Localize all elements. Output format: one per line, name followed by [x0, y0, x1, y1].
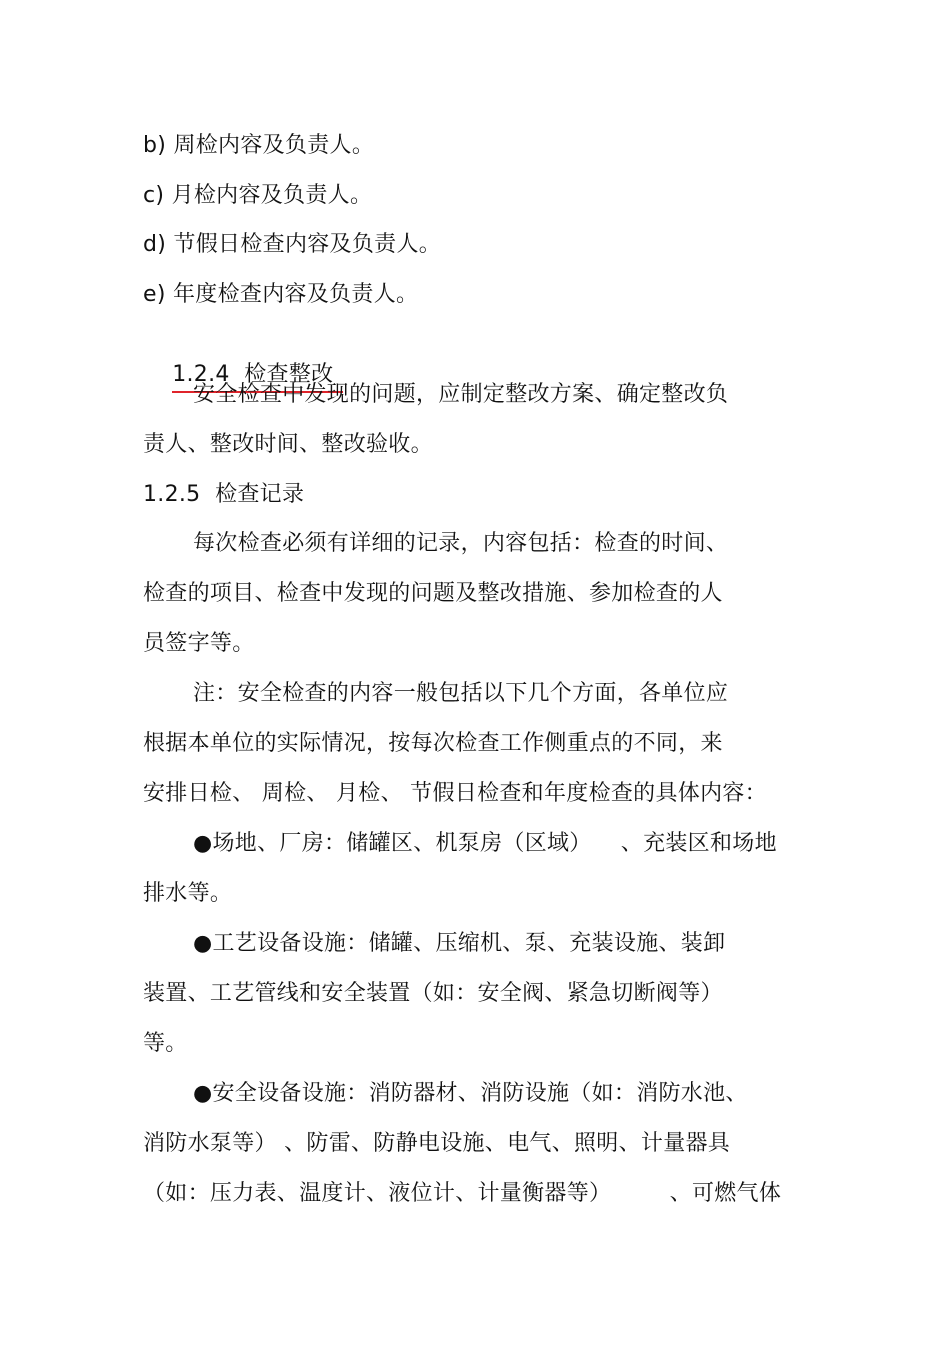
list-item-holiday: d) 节假日检查内容及负责人。	[143, 232, 442, 257]
note-line: 根据本单位的实际情况，按每次检查工作侧重点的不同，来	[143, 731, 723, 756]
bullet-process-line: ●工艺设备设施：储罐、压缩机、泵、充装设施、装卸	[193, 931, 726, 956]
paragraph-line: 员签字等。	[143, 631, 255, 656]
bullet-process-line: 装置、工艺管线和安全装置（如：安全阀、紧急切断阀等）	[143, 981, 723, 1006]
paragraph-line: 每次检查必须有详细的记录，内容包括：检查的时间、	[193, 531, 729, 556]
note-line: 安排日检、 周检、 月检、 节假日检查和年度检查的具体内容：	[143, 781, 767, 806]
paragraph-line: 安全检查中发现的问题，应制定整改方案、确定整改负	[193, 382, 729, 407]
section-heading-records: 1.2.5 检查记录	[143, 482, 305, 507]
bullet-site-line: 排水等。	[143, 881, 233, 906]
list-item-monthly: c) 月检内容及负责人。	[143, 183, 373, 208]
bullet-process-line: 等。	[143, 1031, 188, 1056]
list-item-annual: e) 年度检查内容及负责人。	[143, 282, 419, 307]
bullet-site-line: ●场地、厂房：储罐区、机泵房（区域） 、充装区和场地	[193, 831, 777, 856]
list-item-weekly: b) 周检内容及负责人。	[143, 133, 375, 158]
bullet-safety-line: ●安全设备设施：消防器材、消防设施（如：消防水池、	[193, 1081, 748, 1106]
paragraph-line: 检查的项目、检查中发现的问题及整改措施、参加检查的人	[143, 581, 723, 606]
paragraph-line: 责人、整改时间、整改验收。	[143, 432, 433, 457]
bullet-safety-line: （如：压力表、温度计、液位计、计量衡器等） 、可燃气体	[143, 1181, 782, 1206]
bullet-safety-line: 消防水泵等） 、防雷、防静电设施、电气、照明、计量器具	[143, 1131, 731, 1156]
section-heading-rectification-text: 1.2.4 检查整改	[172, 360, 343, 393]
note-line: 注：安全检查的内容一般包括以下几个方面，各单位应	[193, 681, 729, 706]
